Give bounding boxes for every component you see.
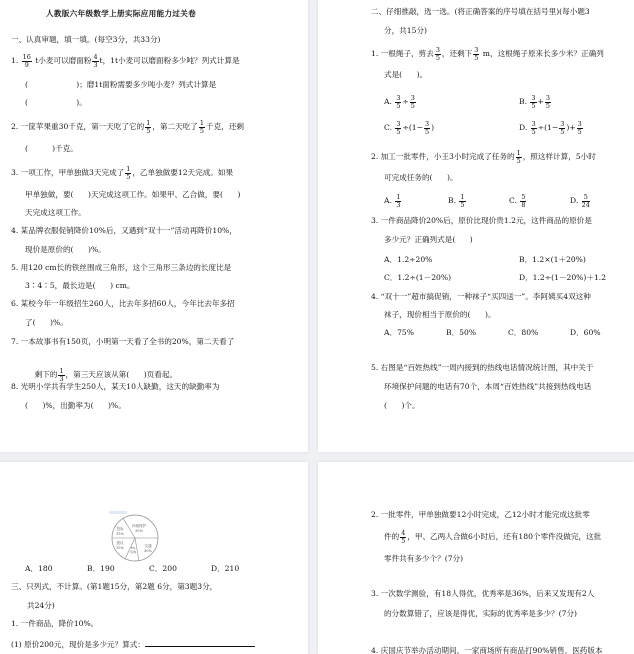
pie-label-consult: 5%: [130, 546, 136, 550]
answer-blank[interactable]: [145, 638, 255, 647]
svg-text:咨询: 咨询: [129, 550, 137, 554]
option-2-3-b[interactable]: B．1.2×(1＋20%): [519, 255, 586, 264]
option-2-2-a[interactable]: A. $\frac{1}{3}$: [384, 193, 401, 209]
pie-label-traffic: 交通: [144, 544, 152, 548]
fraction: $\frac{4}{3}$: [93, 53, 98, 69]
pie-label-suggestion: 建议: [116, 541, 124, 545]
fraction: $\frac{1}{5}$: [146, 119, 151, 135]
question-1-4-line2: 现价是原价的( )%。: [25, 245, 106, 254]
section-2-heading: 二、仔细推敲，选一选。(将正确答案的序号填在括号里)(每小题3: [371, 7, 590, 16]
question-1-1-line2: ( )；磨1t面粉需要多少吨小麦？列式计算是: [25, 80, 217, 89]
option-2-4-a[interactable]: A．75%: [384, 328, 414, 337]
option-2-1-c[interactable]: C. $\frac{3}{5}$ ÷(1− $\frac{3}{5}$ ): [384, 120, 435, 136]
question-2-2: 2. 加工一批零件，小王3小时完成了任务的 $\frac{1}{5}$ ，照这样计算，5小时: [371, 149, 596, 165]
question-1-3: 3. 一项工作，甲单独做3天完成了 $\frac{1}{5}$ ，乙单独做要12天完成。如果: [11, 165, 234, 181]
page-2: [318, 0, 634, 452]
question-3-3-line2: 的分数算错了，应该是得优，实际的优秀率是多少？(7分): [384, 609, 578, 618]
question-1-1: 1. $\frac{16}{9}$ t小麦可以磨面粉 $\frac{4}{3}$ t，1t小麦可以磨面粉多少吨？列式计算是: [11, 53, 240, 69]
page-1: [0, 0, 308, 452]
svg-text:15%: 15%: [116, 532, 124, 536]
option-2-3-d[interactable]: D．1.2÷(1－20%)＋1.2: [519, 273, 607, 282]
question-3-2-line2: 件的 $\frac{4}{5}$ ，甲、乙两人合做6小时后，还有180个零件没做完，这批: [384, 529, 602, 545]
question-3-2-line3: 零件共有多少个？(7分): [384, 554, 464, 563]
fraction: $\frac{3}{5}$: [474, 46, 479, 62]
pie-label-complaint: 投诉: [116, 527, 124, 531]
question-1-7-line2: 剩下的 $\frac{1}{3}$ ，第三天应该从第( )页看起。: [34, 367, 178, 383]
question-2-5: 5. 右图是“百姓热线”一周内接到的热线电话情况统计图，其中关于: [371, 363, 594, 372]
option-2-1-a[interactable]: A. $\frac{3}{5}$ ÷ $\frac{3}{5}$: [384, 94, 415, 110]
question-1-3-line2: 甲单独做，要( )天完成这项工作。如果甲、乙合做，要( ): [25, 190, 241, 199]
section-2-heading-line2: 分，共15分): [384, 26, 427, 35]
option-2-3-a[interactable]: A．1.2÷20%: [384, 255, 433, 264]
option-2-4-d[interactable]: D．60%: [570, 328, 601, 337]
question-1-5-line2: 3∶4∶5，最长边是( ) cm。: [25, 281, 135, 290]
option-2-2-b[interactable]: B. $\frac{1}{5}$: [448, 193, 465, 209]
option-2-3-c[interactable]: C．1.2÷(1－20%): [384, 273, 452, 282]
section-3-heading-line2: 共24分): [27, 601, 55, 610]
page-3: [0, 462, 308, 654]
option-2-5-b[interactable]: B．190: [87, 564, 115, 573]
page-4: [318, 462, 634, 654]
question-2-3: 3. 一件商品降价20%后，原价比现价贵1.2元，这件商品的原价是: [371, 216, 592, 225]
question-1-6: 6. 某校今年一年级招生260人，比去年多招60人，今年比去年多招: [11, 299, 235, 308]
question-2-4: 4. “双十一”超市搞促销，一种袜子“买四送一”。李阿姨买4双这种: [371, 292, 591, 301]
question-3-3: 3. 一次数学测验，有18人得优，优秀率是36%，后来又发现有2人: [371, 589, 595, 598]
option-2-4-c[interactable]: C．80%: [508, 328, 539, 337]
section-1-heading: 一、认真审题，填一填。(每空3分，共33分): [11, 35, 161, 44]
question-2-3-line2: 多少元？正确列式是( ): [384, 235, 473, 244]
option-2-2-c[interactable]: C. $\frac{5}{8}$: [509, 193, 526, 209]
question-2-1: 1. 一根绳子，剪去 $\frac{3}{5}$ ，还剩下 $\frac{3}{5}$ m，这根绳子原来长多少米？正确列: [371, 46, 604, 62]
question-2-4-line2: 袜子，现价相当于原价的( )。: [384, 310, 496, 319]
option-2-1-b[interactable]: B. $\frac{3}{5}$ + $\frac{3}{5}$: [519, 94, 550, 110]
fraction: $\frac{1}{5}$: [516, 149, 521, 165]
question-1-2-line2: ( )千克。: [25, 144, 78, 153]
question-3-1-sub1: (1) 原价200元，现价是多少元？算式：: [11, 638, 255, 650]
question-1-3-line3: 天完成这项工作。: [25, 208, 86, 217]
option-2-4-b[interactable]: B．50%: [446, 328, 477, 337]
question-1-7: 7. 一本故事书有150页，小明第一天看了全书的20%，第二天看了: [11, 337, 235, 346]
option-2-1-d[interactable]: D. $\frac{3}{5}$ ÷(1− $\frac{3}{5}$ )+ $\frac{3}{5}$: [519, 120, 582, 136]
fraction: $\frac{3}{5}$: [435, 46, 440, 62]
option-2-5-a[interactable]: A．180: [25, 564, 53, 573]
question-3-2: 2. 一批零件，甲单独做要12小时完成，乙12小时才能完成这批零: [371, 510, 590, 519]
question-1-2: 2. 一筐苹果重30千克，第一天吃了它的 $\frac{1}{5}$ ，第二天吃了 $\frac{1}{5}$ 千克，还剩: [11, 119, 244, 135]
question-2-1-line2: 式是( )。: [384, 70, 428, 79]
svg-text:35%: 35%: [135, 529, 143, 533]
question-1-8: 8. 光明小学共有学生250人，某天10人缺勤，这天的缺勤率为: [11, 382, 220, 391]
fraction: $\frac{1}{5}$: [199, 119, 204, 135]
svg-text:30%: 30%: [144, 549, 152, 553]
question-1-6-line2: 了( )%。: [25, 318, 68, 327]
question-2-5-line3: ( )个。: [384, 401, 420, 410]
option-2-2-d[interactable]: D. $\frac{5}{24}$: [570, 193, 590, 209]
question-1-8-line2: ( )%，出勤率为( )%。: [25, 401, 126, 410]
pie-label-environment: 环境保护: [131, 524, 147, 528]
svg-text:15%: 15%: [116, 546, 124, 550]
question-1-1-line3: ( )。: [25, 98, 87, 107]
question-2-5-line2: 环境保护问题的电话有70个，本周“百姓热线”共接到热线电话: [384, 382, 592, 391]
section-3-heading: 三、只列式，不计算。(第1题15分，第2题 6分，第3题3分，: [11, 582, 218, 591]
question-3-4: 4. 庆国庆节举办活动期间，一家商场所有商品打90%销售，医药版本: [371, 646, 603, 654]
fraction: $\frac{4}{5}$: [401, 529, 406, 545]
question-2-2-line2: 可完成任务的( )。: [384, 173, 458, 182]
question-1-4: 4. 某品牌衣服促销降价10%后，又遇到“双十一”活动再降价10%，: [11, 226, 237, 235]
pie-chart-graphic: [109, 511, 161, 563]
fraction: $\frac{1}{3}$: [59, 367, 64, 383]
question-3-1: 1. 一件商品，降价10%。: [11, 619, 99, 628]
fraction: $\frac{1}{5}$: [126, 165, 131, 181]
fraction: $\frac{16}{9}$: [22, 53, 31, 69]
option-2-5-c[interactable]: C．200: [149, 564, 177, 573]
option-2-5-d[interactable]: D．210: [211, 564, 240, 573]
question-1-5: 5. 用120 cm长的铁丝围成三角形，这个三角形三条边的长度比是: [11, 263, 232, 272]
document-title: 人教版六年级数学上册实际应用能力过关卷: [46, 9, 196, 18]
pie-chart: [109, 511, 161, 563]
